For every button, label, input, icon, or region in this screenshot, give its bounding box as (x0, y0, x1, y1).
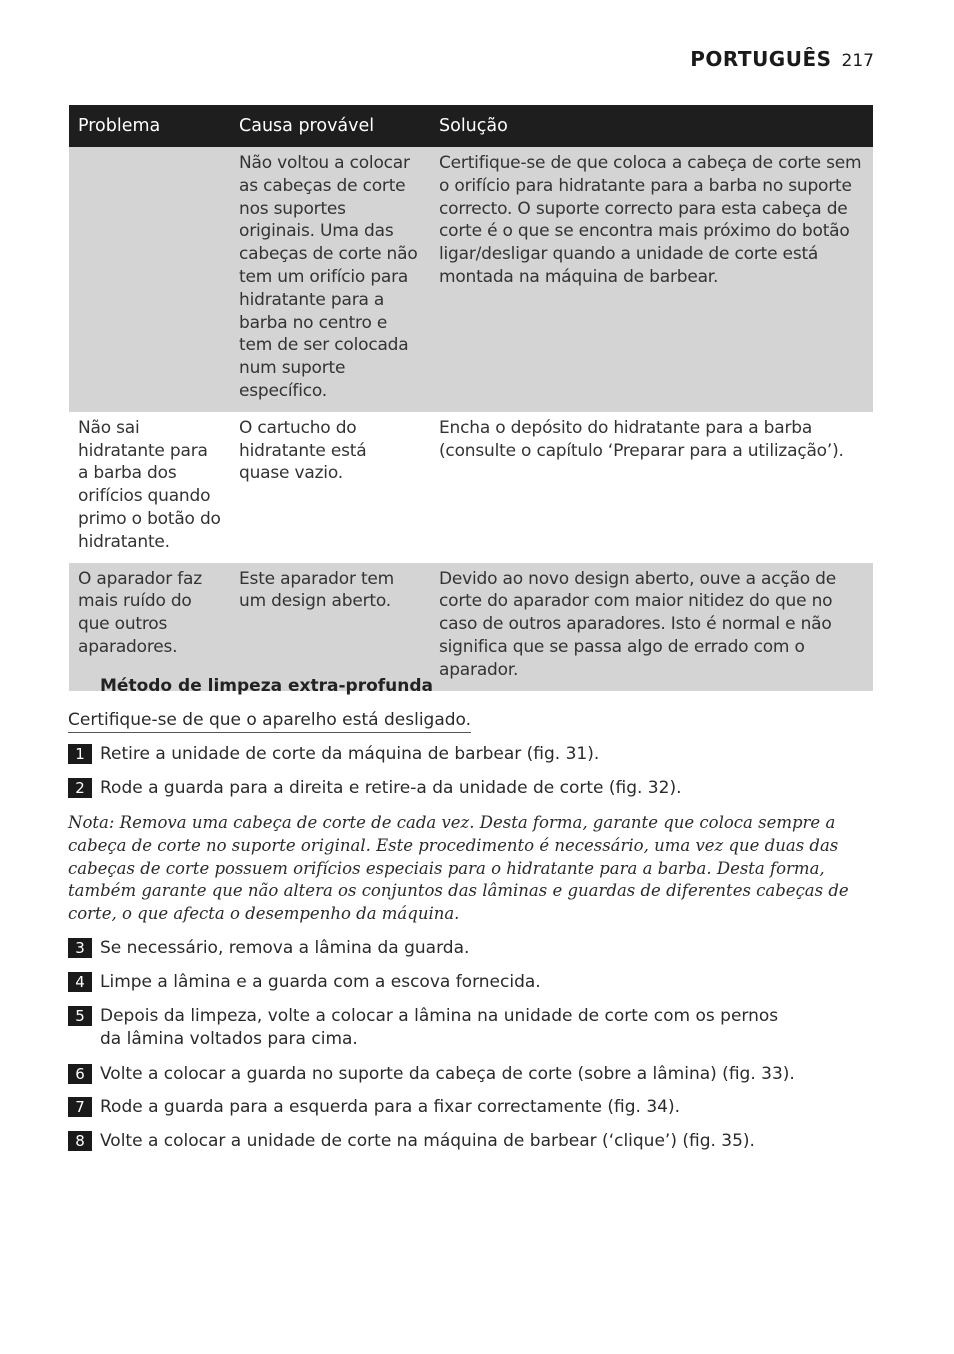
page-number: 217 (841, 51, 874, 71)
step-number: 4 (68, 972, 92, 992)
step-text: Volte a colocar a unidade de corte na máquina de barbear (‘clique’) (fig. 35). (100, 1131, 755, 1151)
table-header-row (69, 105, 873, 147)
warning-text: Certifique-se de que o aparelho está desligado. (68, 710, 471, 733)
table-row (69, 412, 873, 563)
troubleshooting-table (69, 105, 873, 691)
column-header-problem: Problema (69, 105, 230, 147)
step-text: Se necessário, remova a lâmina da guarda. (100, 938, 470, 958)
table-cell-solution: Certifique-se de que coloca a cabeça de corte sem o orifício para hidratante para a barba no suporte correcto. O suporte correcto para esta cabeça de corte é o que se encontra mais próximo do botão ligar/desligar quando a unidade de corte está montada na máquina de barbear. (430, 147, 873, 412)
step-number: 1 (68, 744, 92, 764)
step-text: Volte a colocar a guarda no suporte da cabeça de corte (sobre a lâmina) (fig. 33). (100, 1064, 795, 1084)
table-cell-problem (69, 147, 230, 412)
language-label: PORTUGUÊS (690, 47, 832, 71)
step-4 (68, 971, 858, 994)
step-7 (68, 1096, 858, 1119)
step-number: 2 (68, 778, 92, 798)
table-cell-cause: O cartucho do hidratante está quase vazio. (230, 412, 430, 563)
table-cell-solution: Devido ao novo design aberto, ouve a acção de corte do aparador com maior nitidez do que no caso de outros aparadores. Isto é normal e não significa que se passa algo de errado com o aparador. (430, 563, 873, 691)
table-cell-problem: O aparador faz mais ruído do que outros aparadores. (69, 563, 230, 691)
section-title: Método de limpeza extra-profunda (100, 676, 433, 696)
table-cell-cause: Este aparador tem um design aberto. (230, 563, 430, 691)
table-row (69, 147, 873, 412)
note-text: Nota: Remova uma cabeça de corte de cada vez. Desta forma, garante que coloca sempre a cabeça de corte no suporte original. Este procedimento é necessário, uma vez que duas das cabeças de corte possuem orifícios especiais para o hidratante para a barba. Desta forma, também garante que não altera os conjuntos das lâminas e guardas de diferentes cabeças de corte, o que afecta o desempenho da máquina. (68, 813, 849, 924)
step-text: Rode a guarda para a esquerda para a fixar correctamente (fig. 34). (100, 1097, 680, 1117)
step-text: Rode a guarda para a direita e retire-a da unidade de corte (fig. 32). (100, 778, 682, 798)
column-header-solution: Solução (430, 105, 873, 147)
step-1 (68, 743, 858, 766)
column-header-cause: Causa provável (230, 105, 430, 147)
step-6 (68, 1063, 858, 1086)
step-2 (68, 777, 858, 800)
step-text: Depois da limpeza, volte a colocar a lâmina na unidade de corte com os pernos da lâmina voltados para cima. (100, 1006, 779, 1049)
page-header (690, 47, 874, 71)
step-number: 3 (68, 938, 92, 958)
table-cell-cause: Não voltou a colocar as cabeças de corte nos suportes originais. Uma das cabeças de corte não tem um orifício para hidratante para a barba no centro e tem de ser colocada num suporte específico. (230, 147, 430, 412)
table-row (69, 563, 873, 691)
step-number: 8 (68, 1131, 92, 1151)
step-number: 5 (68, 1006, 92, 1026)
step-text: Retire a unidade de corte da máquina de barbear (fig. 31). (100, 744, 600, 764)
table-cell-problem: Não sai hidratante para a barba dos orifícios quando primo o botão do hidratante. (69, 412, 230, 563)
step-text: Limpe a lâmina e a guarda com a escova fornecida. (100, 972, 541, 992)
step-number: 7 (68, 1097, 92, 1117)
step-number: 6 (68, 1064, 92, 1084)
step-5 (68, 1005, 788, 1050)
table-cell-solution: Encha o depósito do hidratante para a barba (consulte o capítulo ‘Preparar para a utilização’). (430, 412, 873, 563)
step-3 (68, 937, 858, 960)
step-8 (68, 1130, 858, 1153)
